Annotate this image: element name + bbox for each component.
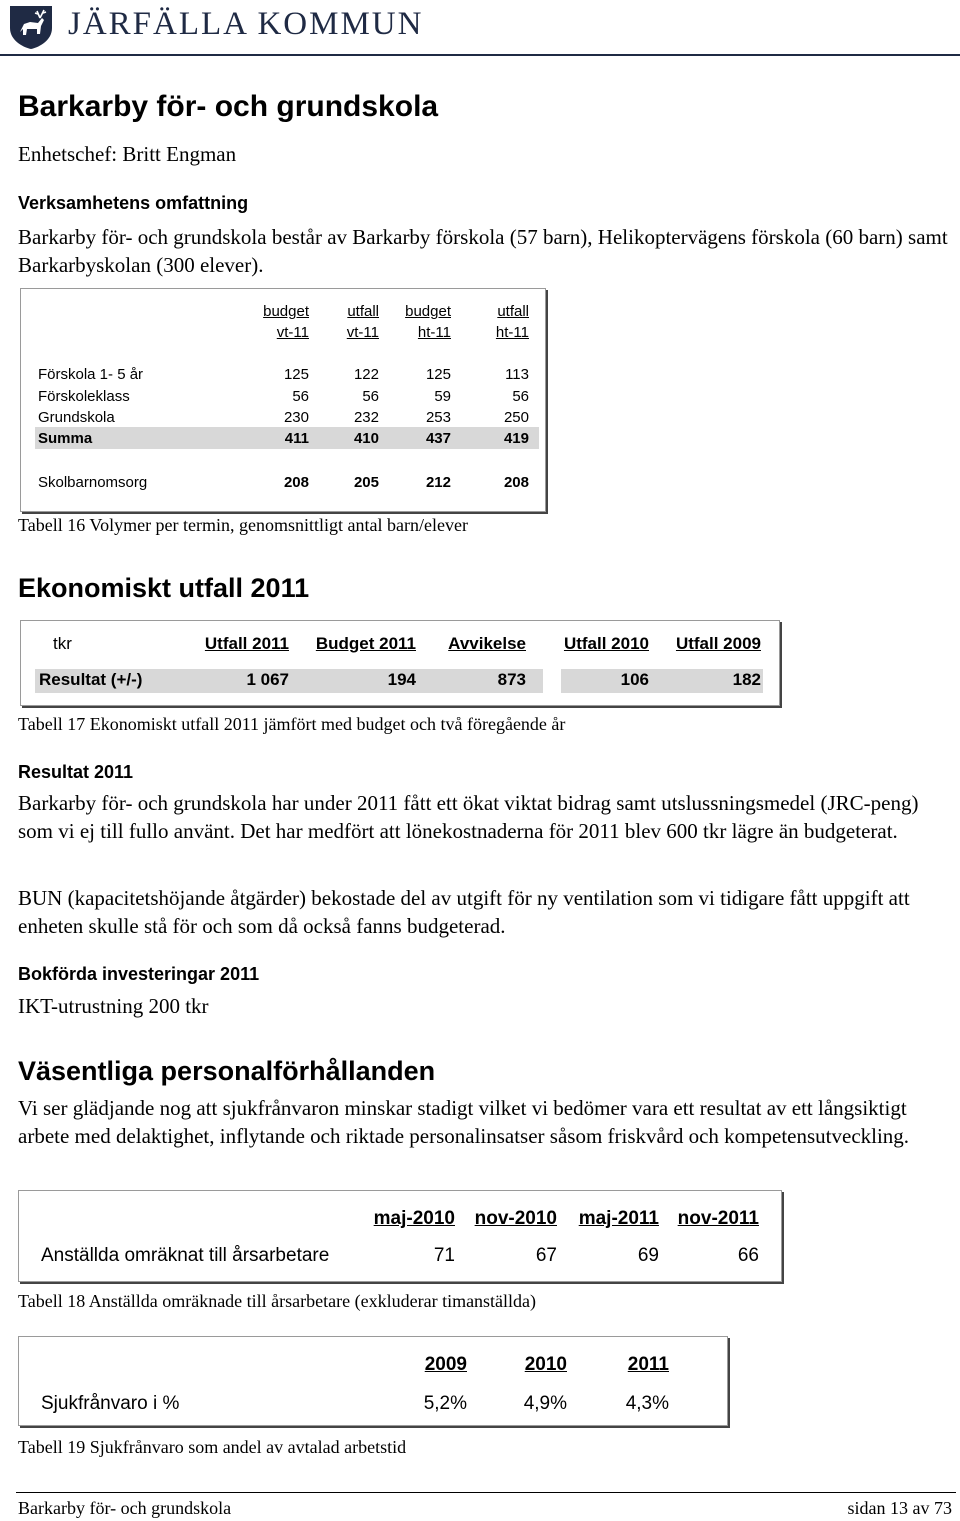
table-cell: 253: [425, 409, 451, 426]
col-header: 2011: [627, 1354, 669, 1375]
table-cell: 113: [505, 366, 529, 383]
economy-heading: Ekonomiskt utfall 2011: [18, 573, 310, 603]
row-label: Förskoleklass: [38, 388, 130, 405]
col-header: maj-2010: [373, 1208, 455, 1229]
table-cell: 419: [503, 430, 529, 447]
table-caption: Tabell 18 Anställda omräknade till årsarbetare (exkluderar timanställda): [18, 1291, 537, 1311]
table-cell: 56: [292, 388, 309, 405]
table-cell: 56: [362, 388, 379, 405]
table-cell: 106: [620, 670, 649, 689]
result-paragraph: BUN (kapacitetshöjande åtgärder) bekostade del av utgift för ny ventilation som vi tidigare fått uppgift att enheten skulle stå för och som då också fanns budgeterad.: [18, 886, 910, 938]
table-cell: 56: [512, 388, 529, 405]
col-header: nov-2010: [474, 1208, 557, 1229]
table-cell: 1 067: [246, 670, 289, 689]
staff-fte-table: [18, 1190, 782, 1282]
col-header: budget: [263, 303, 309, 320]
row-label: Summa: [38, 430, 93, 447]
col-header: vt-11: [276, 324, 309, 341]
table-cell: 66: [737, 1245, 759, 1266]
scope-heading: Verksamhetens omfattning: [18, 193, 249, 213]
col-header: Avvikelse: [448, 634, 526, 653]
table-cell: 230: [283, 409, 309, 426]
table-cell: 122: [353, 366, 379, 383]
investments-text: IKT-utrustning 200 tkr: [18, 994, 209, 1018]
table-cell: 125: [425, 366, 451, 383]
footer-divider: [16, 1492, 956, 1493]
row-label: Grundskola: [38, 409, 115, 426]
table-cell: 212: [425, 474, 451, 491]
table-caption: Tabell 19 Sjukfrånvaro som andel av avtalad arbetstid: [18, 1437, 407, 1457]
col-header: utfall: [347, 303, 379, 320]
table-cell: 125: [283, 366, 309, 383]
footer-unit-name: Barkarby för- och grundskola: [18, 1498, 232, 1518]
col-header: 2009: [424, 1354, 467, 1375]
table-cell: 208: [283, 474, 309, 491]
table-cell: 4,9%: [523, 1393, 567, 1414]
col-header: ht-11: [417, 324, 451, 341]
table-cell: 873: [497, 670, 526, 689]
table-caption: Tabell 17 Ekonomiskt utfall 2011 jämfört med budget och två föregående år: [18, 714, 566, 734]
table-cell: 232: [353, 409, 379, 426]
table-cell: 182: [732, 670, 761, 689]
col-header: Utfall 2009: [675, 634, 761, 653]
table-cell: 205: [353, 474, 379, 491]
table-cell: 208: [503, 474, 529, 491]
table-cell: 5,2%: [423, 1393, 467, 1414]
header-divider: [0, 54, 960, 56]
col-header: budget: [405, 303, 451, 320]
volume-table: [20, 288, 546, 512]
economy-table: [20, 620, 780, 706]
result-heading: Resultat 2011: [18, 762, 134, 782]
table-cell: 437: [425, 430, 451, 447]
investments-heading: Bokförda investeringar 2011: [18, 964, 260, 984]
table-cell: 59: [434, 388, 451, 405]
col-header: vt-11: [346, 324, 379, 341]
table-cell: 410: [353, 430, 379, 447]
table-cell: 4,3%: [625, 1393, 669, 1414]
row-label: Resultat (+/-): [39, 670, 143, 689]
col-header: Utfall 2010: [563, 634, 649, 653]
staff-heading: Väsentliga personalförhållanden: [18, 1056, 436, 1086]
row-label: Förskola 1- 5 år: [38, 366, 144, 383]
table-cell: 250: [503, 409, 529, 426]
col-header: maj-2011: [578, 1208, 659, 1229]
row-label: Sjukfrånvaro i %: [41, 1393, 180, 1414]
col-header: 2010: [524, 1354, 567, 1375]
col-header: utfall: [497, 303, 529, 320]
municipal-crest-reindeer-icon: [6, 2, 56, 50]
unit-manager: Enhetschef: Britt Engman: [18, 142, 237, 166]
table-cell: 67: [535, 1245, 557, 1266]
table-caption: Tabell 16 Volymer per termin, genomsnittligt antal barn/elever: [18, 515, 468, 535]
table-cell: 194: [387, 670, 416, 689]
municipality-name: JÄRFÄLLA KOMMUN: [68, 6, 424, 42]
page-title: Barkarby för- och grundskola: [18, 90, 439, 123]
col-header: nov-2011: [677, 1208, 759, 1229]
col-header: ht-11: [495, 324, 529, 341]
table-cell: 69: [637, 1245, 659, 1266]
col-header: Utfall 2011: [204, 634, 289, 653]
scope-text: Barkarby för- och grundskola består av Barkarby förskola (57 barn), Helikoptervägens förskola (60 barn) samt Barkarbyskolan (300 elever).: [18, 225, 948, 277]
unit-label: tkr: [53, 634, 72, 653]
table-cell: 411: [284, 430, 309, 447]
col-header: Budget 2011: [315, 634, 416, 653]
row-label: Skolbarnomsorg: [38, 474, 148, 491]
table-cell: 71: [433, 1245, 455, 1266]
staff-text: Vi ser glädjande nog att sjukfrånvaron minskar stadigt vilket vi bedömer vara ett resultat av ett långsiktigt arbete med delaktighet, inflytande och riktade personalinsatser såsom friskvård och kompetensutveckling.: [18, 1096, 910, 1148]
page-number: sidan 13 av 73: [847, 1498, 952, 1518]
row-label: Anställda omräknat till årsarbetare: [41, 1245, 330, 1266]
sick-leave-table: [18, 1336, 728, 1426]
result-paragraph: Barkarby för- och grundskola har under 2011 fått ett ökat viktat bidrag samt utslussningsmedel (JRC-peng) som vi ej till fullo använt. Det har medfört att lönekostnaderna för 2011 blev 600 tkr lägre än budgeterat.: [18, 791, 919, 843]
